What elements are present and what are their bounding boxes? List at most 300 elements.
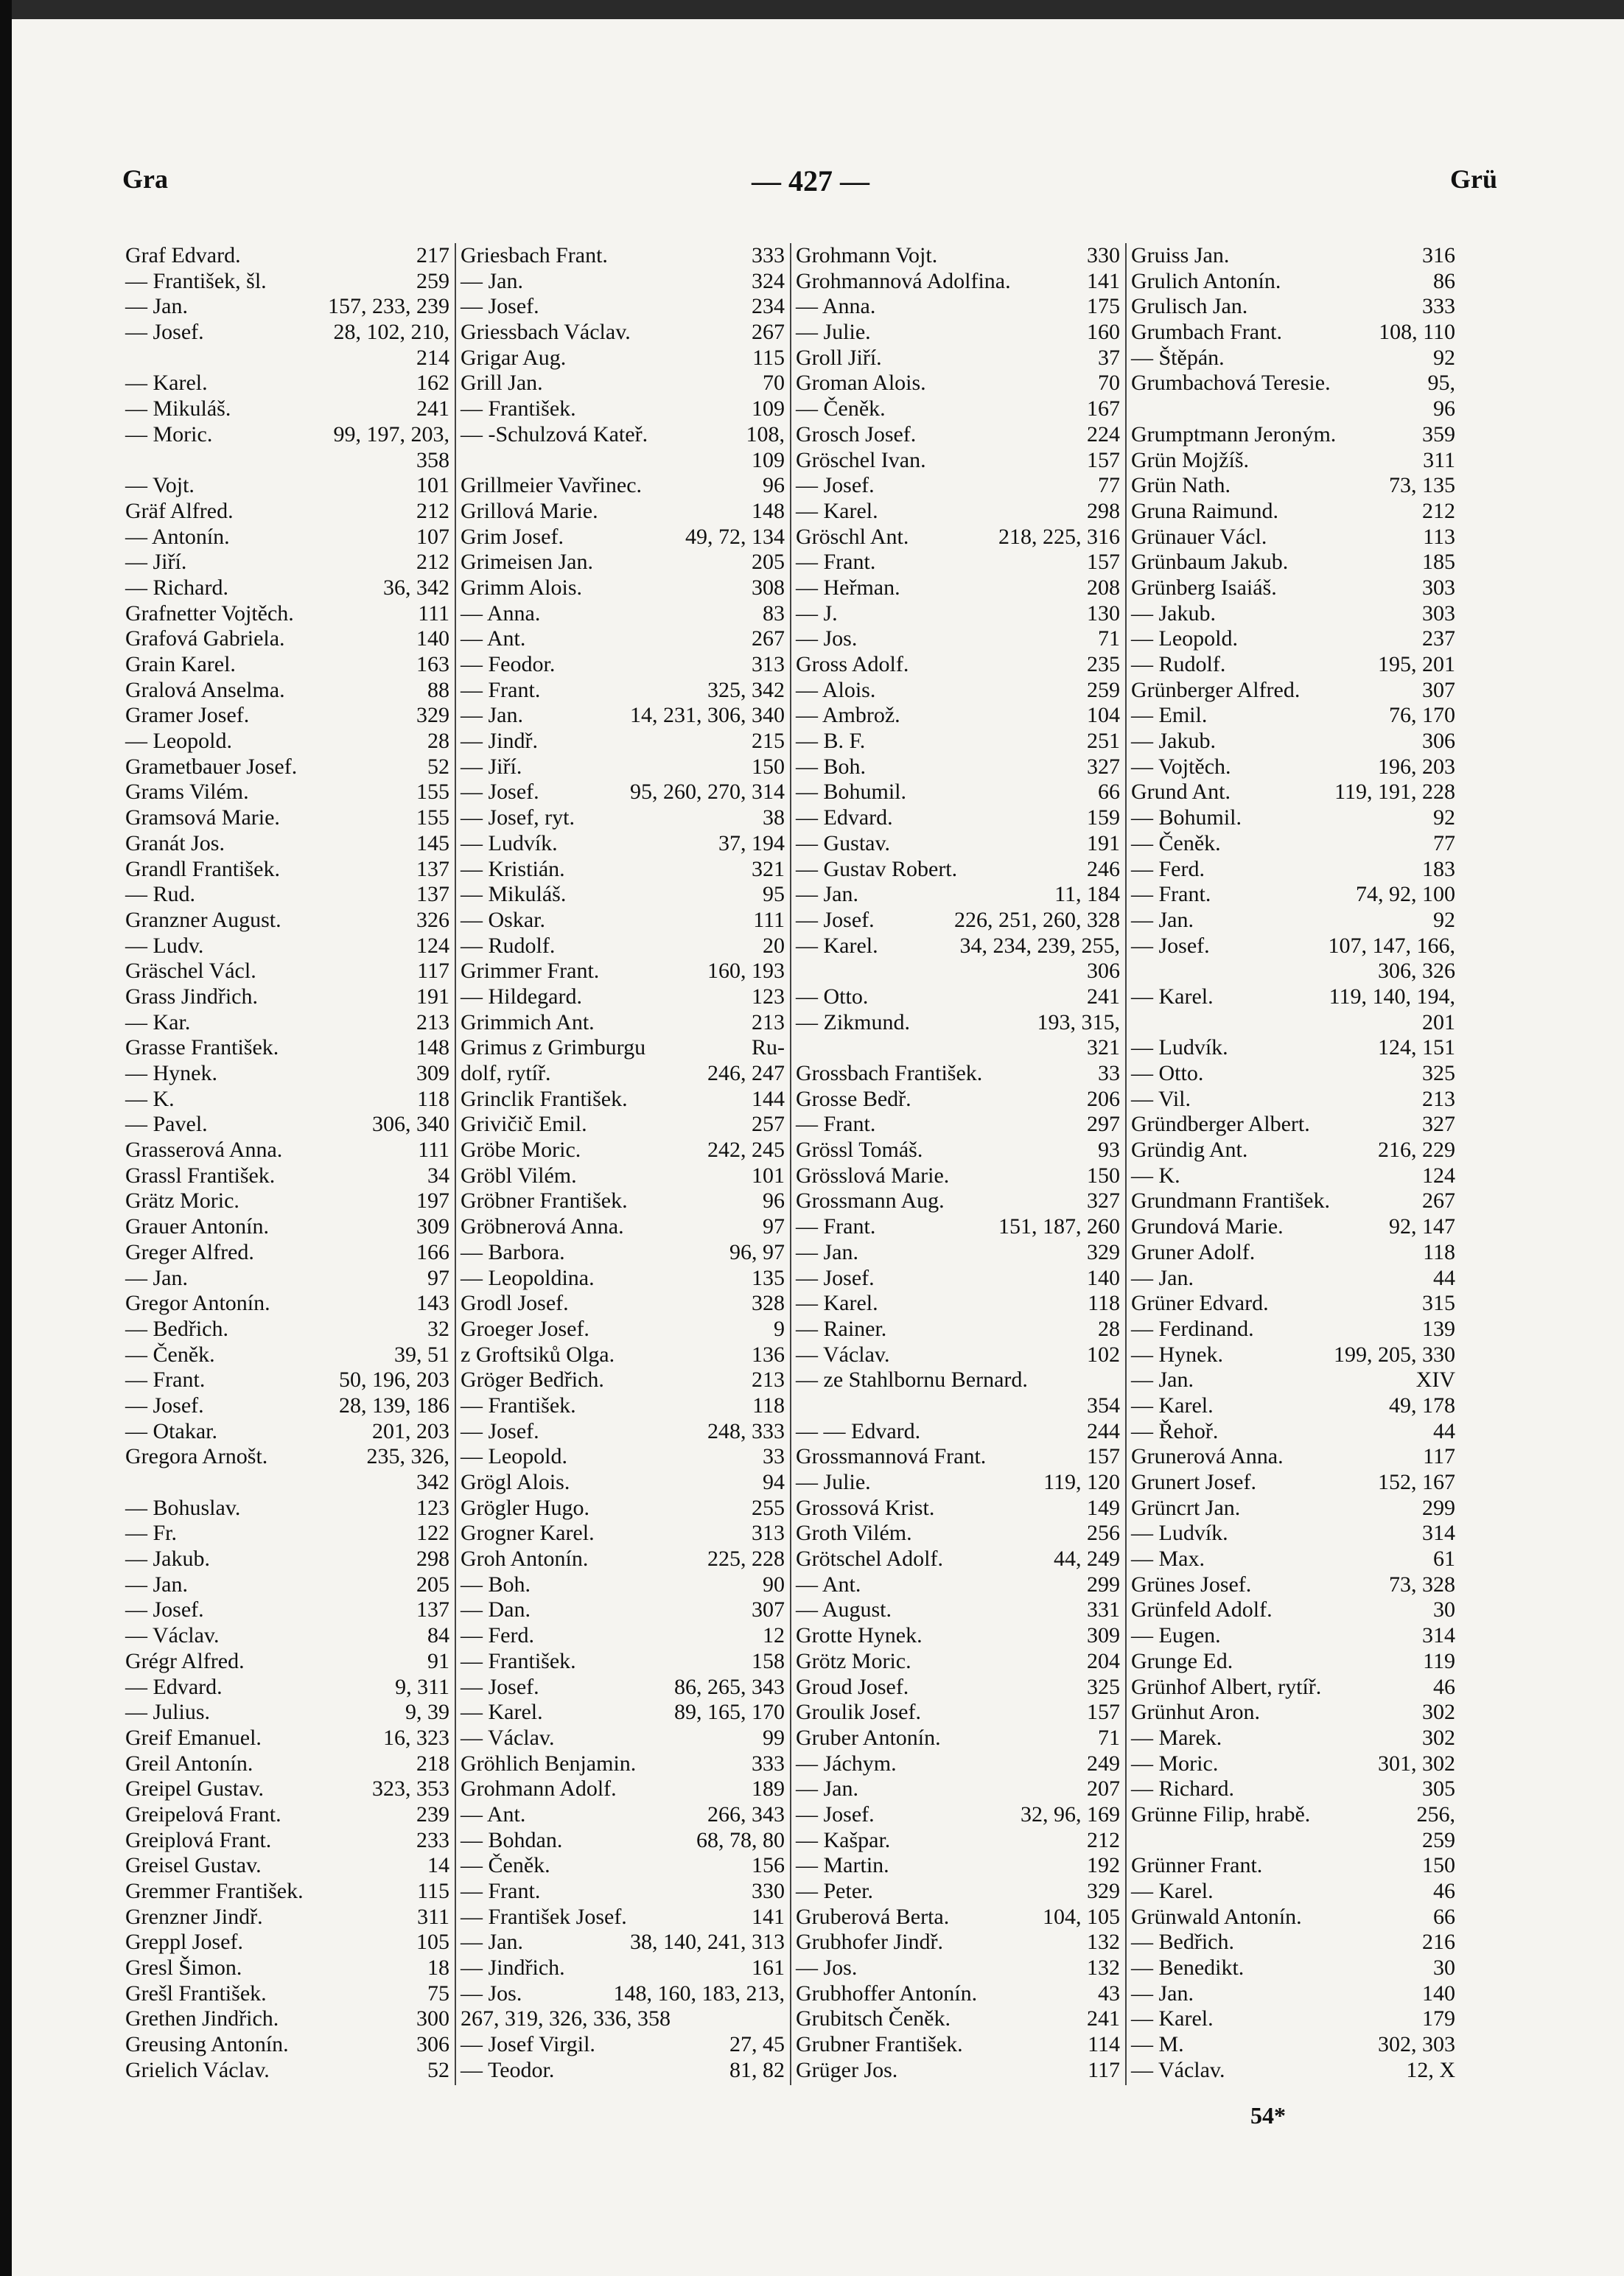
index-entry [1131, 678, 1455, 704]
entry-pages: 299 [1087, 1572, 1120, 1597]
index-entry [461, 652, 785, 678]
entry-name: — Julie. [796, 1470, 871, 1494]
entry-pages: 246 [1087, 856, 1120, 881]
entry-pages: 61 [1433, 1547, 1455, 1572]
entry-name: Grunert Josef. [1131, 1470, 1256, 1494]
entry-pages: 108, [746, 421, 785, 447]
entry-name: — Josef. [796, 907, 875, 932]
entry-pages: 259 [1087, 677, 1120, 702]
entry-pages: 324 [752, 268, 785, 293]
entry-name: Grim Josef. [461, 524, 564, 549]
entry-pages: 14 [427, 1853, 449, 1878]
entry-name: Grohmann Vojt. [796, 243, 938, 267]
entry-pages: 189 [752, 1776, 785, 1801]
entry-name: Greipelová Frant. [125, 1801, 281, 1827]
entry-name: — Moric. [1131, 1751, 1219, 1776]
entry-pages: 141 [1087, 268, 1120, 293]
entry-name: Grigar Aug. [461, 345, 567, 370]
index-entry [461, 831, 785, 857]
entry-name: Grötz Moric. [796, 1648, 911, 1673]
entry-name: — Richard. [125, 575, 228, 600]
entry-name: — Jos. [796, 626, 858, 651]
index-entry [461, 1163, 785, 1189]
entry-name: — František. [461, 396, 576, 421]
entry-pages: 175 [1087, 294, 1120, 319]
entry-pages: 234 [752, 294, 785, 319]
index-entry [461, 1010, 785, 1036]
index-entry [125, 1035, 449, 1061]
index-entry [125, 575, 449, 601]
index-entry [1131, 857, 1455, 883]
index-entry [125, 1802, 449, 1828]
entry-name: — Čeněk. [796, 396, 886, 421]
index-entry [796, 1188, 1120, 1214]
index-entry [125, 678, 449, 704]
entry-pages: 191 [1087, 830, 1120, 855]
entry-name: — Kristián. [461, 856, 565, 881]
entry-pages: 302, 303 [1378, 2032, 1455, 2057]
entry-pages: 212 [416, 550, 449, 575]
entry-name: — Štěpán. [1131, 345, 1225, 370]
entry-pages: 333 [752, 1751, 785, 1776]
entry-pages: 12 [763, 1623, 785, 1648]
index-entry [796, 831, 1120, 857]
index-entry [125, 1087, 449, 1113]
index-entry [796, 269, 1120, 295]
entry-name: — Ferd. [1131, 856, 1205, 881]
entry-pages: 313 [752, 652, 785, 676]
entry-pages: 297 [1087, 1112, 1120, 1137]
entry-name: Groll Jiří. [796, 345, 882, 370]
entry-pages: 71 [1098, 626, 1120, 651]
entry-name: — -Schulzová Kateř. [461, 421, 648, 447]
index-entry [125, 1342, 449, 1368]
index-entry [125, 473, 449, 499]
entry-pages: 251 [1087, 729, 1120, 754]
entry-name: Gröbnerová Anna. [461, 1214, 624, 1239]
entry-name: — Ludvík. [1131, 1035, 1228, 1060]
index-entry [796, 1163, 1120, 1189]
entry-pages: 330 [1087, 243, 1120, 267]
entry-name: — Josef. [125, 320, 204, 345]
entry-name: Gruber Antonín. [796, 1725, 941, 1750]
index-entry [1131, 626, 1455, 652]
entry-name: — Josef. [125, 1393, 204, 1418]
index-entry [1131, 396, 1455, 422]
index-entry [796, 1802, 1120, 1828]
entry-name: Groth Vilém. [796, 1521, 912, 1546]
entry-pages: 241 [416, 396, 449, 421]
index-entry [125, 1393, 449, 1419]
index-entry [125, 1240, 449, 1266]
entry-pages: 66 [1098, 780, 1120, 805]
index-entry [461, 422, 785, 448]
entry-pages: 104, 105 [1043, 1904, 1120, 1929]
index-entry [796, 1496, 1120, 1522]
entry-name: Grün Nath. [1131, 473, 1231, 498]
entry-name: — Jiří. [461, 754, 522, 779]
entry-name: — Josef Virgil. [461, 2032, 595, 2057]
index-entry [1131, 1905, 1455, 1930]
entry-name: — Kar. [125, 1009, 191, 1034]
entry-name: — Ludvík. [1131, 1521, 1228, 1546]
index-entry [461, 1597, 785, 1623]
entry-pages: 302 [1422, 1725, 1455, 1750]
entry-name: 267, 319, 326, 336, 358 [461, 2006, 671, 2031]
entry-name: — August. [796, 1597, 892, 1622]
entry-pages: 313 [752, 1521, 785, 1546]
index-entry [796, 1393, 1120, 1419]
entry-pages: 113 [1423, 524, 1455, 549]
index-entry [796, 1342, 1120, 1368]
entry-pages: 81, 82 [729, 2057, 785, 2082]
index-entry [1131, 1572, 1455, 1598]
entry-pages: 214 [416, 345, 449, 370]
index-entry [796, 2006, 1120, 2032]
index-entry [461, 575, 785, 601]
index-entry [461, 959, 785, 984]
entry-name: Grešl František. [125, 1981, 267, 2006]
entry-pages: 327 [1087, 1188, 1120, 1214]
entry-name: — Jos. [461, 1981, 522, 2006]
index-entry [796, 371, 1120, 396]
entry-name: Grimeisen Jan. [461, 550, 593, 575]
entry-pages: 256 [1087, 1521, 1120, 1546]
entry-pages: 329 [1087, 1879, 1120, 1903]
entry-pages: 46 [1433, 1674, 1455, 1699]
entry-name: Grivičič Emil. [461, 1112, 587, 1137]
entry-pages: 9 [774, 1316, 785, 1341]
entry-name: — Zikmund. [796, 1009, 910, 1034]
index-entry [1131, 959, 1455, 984]
entry-name: Grün Mojžíš. [1131, 447, 1249, 472]
index-entry [461, 550, 785, 575]
entry-name: Gröbner František. [461, 1188, 628, 1214]
index-entry [796, 1751, 1120, 1777]
entry-pages: 137 [416, 856, 449, 881]
entry-pages: 124 [1422, 1163, 1455, 1188]
entry-pages: 91 [427, 1648, 449, 1673]
index-entry [796, 805, 1120, 831]
index-column-1 [125, 243, 449, 2084]
entry-name: — Leopoldina. [461, 1265, 595, 1290]
index-entry [461, 857, 785, 883]
index-entry [461, 1138, 785, 1163]
entry-pages: 161 [752, 1955, 785, 1981]
index-entry [796, 1138, 1120, 1163]
index-entry [1131, 294, 1455, 320]
index-entry [125, 2032, 449, 2058]
index-entry [796, 1368, 1120, 1393]
entry-name: — Karel. [796, 933, 878, 958]
index-entry [1131, 346, 1455, 371]
index-entry [1131, 703, 1455, 729]
entry-pages: 43 [1098, 1981, 1120, 2006]
entry-pages: 308 [752, 575, 785, 600]
entry-pages: 167 [1087, 396, 1120, 421]
entry-name: Greipel Gustav. [125, 1776, 264, 1801]
entry-pages: 205 [416, 1572, 449, 1597]
index-entry [1131, 1163, 1455, 1189]
index-entry [461, 1905, 785, 1930]
index-entry [125, 243, 449, 269]
entry-pages: 93 [1098, 1138, 1120, 1163]
entry-pages: 66 [1433, 1904, 1455, 1929]
entry-pages: 118 [417, 1086, 449, 1111]
entry-pages: 333 [752, 243, 785, 267]
index-entry [461, 1675, 785, 1701]
index-entry [461, 1291, 785, 1317]
entry-name: Grötschel Adolf. [796, 1547, 943, 1572]
index-entry [461, 1623, 785, 1649]
index-entry [461, 1342, 785, 1368]
entry-name: Gröbl Vilém. [461, 1163, 577, 1188]
entry-pages: 241 [1087, 2006, 1120, 2031]
index-entry [461, 1981, 785, 2007]
entry-pages: 151, 187, 260 [998, 1214, 1120, 1239]
entry-name: — Leopold. [125, 729, 232, 754]
entry-name: Greusing Antonín. [125, 2032, 289, 2057]
entry-pages: 196, 203 [1378, 754, 1455, 779]
entry-name: — Frant. [1131, 882, 1211, 907]
index-entry [461, 1700, 785, 1726]
index-entry [461, 525, 785, 550]
entry-pages: 68, 78, 80 [696, 1827, 785, 1852]
entry-name: Grossmannová Frant. [796, 1444, 987, 1469]
index-entry [796, 1879, 1120, 1905]
index-entry [461, 473, 785, 499]
index-column-3 [796, 243, 1120, 2084]
entry-pages: 267 [752, 626, 785, 651]
entry-name: Grodl Josef. [461, 1291, 569, 1316]
entry-name: Grubner František. [796, 2032, 963, 2057]
entry-pages: 30 [1433, 1955, 1455, 1981]
entry-name: — Karel. [796, 1291, 878, 1316]
entry-name: Gräschel Václ. [125, 959, 256, 984]
entry-pages: 248, 333 [707, 1418, 785, 1443]
entry-pages: 34 [427, 1163, 449, 1188]
entry-name: — Fr. [125, 1521, 178, 1546]
entry-name: Grumbach Frant. [1131, 320, 1282, 345]
entry-pages: 135 [752, 1265, 785, 1290]
index-entry [125, 269, 449, 295]
entry-pages: 101 [752, 1163, 785, 1188]
entry-pages: 46 [1433, 1879, 1455, 1903]
entry-name: — Vojtěch. [1131, 754, 1231, 779]
entry-pages: 36, 342 [383, 575, 449, 600]
entry-name: — Feodor. [461, 652, 556, 676]
index-entry [461, 2058, 785, 2084]
index-entry [125, 1317, 449, 1342]
entry-name: Grandl František. [125, 856, 280, 881]
entry-name: — Peter. [796, 1879, 873, 1903]
entry-pages: 137 [416, 882, 449, 907]
entry-name: Grumptmann Jeroným. [1131, 421, 1337, 447]
entry-pages: 140 [1422, 1981, 1455, 2006]
entry-name: Grinclik František. [461, 1086, 628, 1111]
entry-pages: 354 [1087, 1393, 1120, 1418]
index-entry [796, 934, 1120, 959]
entry-pages: 118 [752, 1393, 785, 1418]
index-entry [796, 1700, 1120, 1726]
entry-name: Greppl Josef. [125, 1930, 243, 1955]
column-rule [455, 243, 456, 2085]
entry-name: Grimmich Ant. [461, 1009, 595, 1034]
index-entry [125, 1214, 449, 1240]
entry-pages: 136 [752, 1342, 785, 1367]
entry-name: — Čeněk. [461, 1853, 550, 1878]
index-entry [1131, 1521, 1455, 1547]
index-entry [125, 1496, 449, 1522]
index-entry [461, 626, 785, 652]
index-entry [461, 754, 785, 780]
entry-pages: 119, 140, 194, [1329, 984, 1455, 1009]
entry-name: Grass Jindřich. [125, 984, 258, 1009]
index-entry [796, 754, 1120, 780]
index-entry [1131, 1930, 1455, 1955]
entry-name: — Josef. [796, 1265, 875, 1290]
entry-name: Groman Alois. [796, 371, 926, 396]
entry-name: Gralová Anselma. [125, 677, 285, 702]
entry-pages: 83 [763, 600, 785, 626]
entry-name: Grüner Edvard. [1131, 1291, 1269, 1316]
entry-name: — Max. [1131, 1547, 1205, 1572]
entry-pages: 70 [763, 371, 785, 396]
index-entry [461, 1828, 785, 1854]
entry-pages: 73, 328 [1389, 1572, 1455, 1597]
entry-name: Gruna Raimund. [1131, 498, 1278, 523]
entry-pages: 259 [1422, 1827, 1455, 1852]
index-entry [1131, 525, 1455, 550]
entry-pages: 213 [1422, 1086, 1455, 1111]
entry-name: Gröbe Moric. [461, 1138, 581, 1163]
entry-name: Grünhut Aron. [1131, 1700, 1260, 1725]
entry-name: — Frant. [796, 550, 876, 575]
entry-name: Grund Ant. [1131, 780, 1231, 805]
entry-name: — Jan. [461, 703, 523, 728]
index-entry [1131, 1087, 1455, 1113]
index-entry [796, 320, 1120, 346]
entry-pages: 97 [763, 1214, 785, 1239]
entry-pages: 150 [1087, 1163, 1120, 1188]
index-entry [125, 652, 449, 678]
entry-pages: 303 [1422, 600, 1455, 626]
index-entry [1131, 243, 1455, 269]
entry-pages: 328 [752, 1291, 785, 1316]
index-entry [1131, 984, 1455, 1010]
entry-name: — Karel. [1131, 1879, 1214, 1903]
entry-name: — Ferdinand. [1131, 1316, 1254, 1341]
index-entry [1131, 1776, 1455, 1802]
entry-name: Gruiss Jan. [1131, 243, 1230, 267]
entry-name: Gross Adolf. [796, 652, 909, 676]
index-entry [125, 1623, 449, 1649]
entry-pages: 18 [427, 1955, 449, 1981]
entry-name: Grünbaum Jakub. [1131, 550, 1289, 575]
index-entry [461, 1393, 785, 1419]
entry-name: — Hynek. [125, 1061, 217, 1085]
index-entry [796, 1955, 1120, 1981]
index-entry [125, 1061, 449, 1087]
entry-pages: 213 [752, 1009, 785, 1034]
entry-pages: 96 [1433, 396, 1455, 421]
entry-name: — Anna. [796, 294, 876, 319]
entry-pages: 330 [752, 1879, 785, 1903]
page-number: — 427 — [752, 164, 869, 197]
index-entry [461, 1930, 785, 1955]
index-entry [461, 601, 785, 627]
entry-name: Grill Jan. [461, 371, 543, 396]
index-entry [125, 1010, 449, 1036]
entry-name: — František, šl. [125, 268, 267, 293]
entry-name: Gräf Alfred. [125, 498, 234, 523]
entry-name: — Jan. [796, 1776, 858, 1801]
index-entry [796, 678, 1120, 704]
entry-name: — Edvard. [796, 805, 893, 830]
entry-pages: XIV [1415, 1368, 1455, 1393]
entry-pages: 326 [416, 907, 449, 932]
entry-pages: 49, 178 [1389, 1393, 1455, 1418]
entry-name: Grünberg Isaiáš. [1131, 575, 1277, 600]
index-entry [125, 754, 449, 780]
entry-name: Grünfeld Adolf. [1131, 1597, 1273, 1622]
entry-pages: 160, 193 [707, 959, 785, 984]
entry-pages: 266, 343 [707, 1801, 785, 1827]
entry-pages: 309 [416, 1061, 449, 1085]
index-entry [796, 703, 1120, 729]
index-entry [1131, 780, 1455, 805]
index-entry [1131, 1112, 1455, 1138]
entry-pages: 90 [763, 1572, 785, 1597]
entry-pages: 160 [1087, 320, 1120, 345]
index-entry [796, 1930, 1120, 1955]
entry-name: Greiplová Frant. [125, 1827, 272, 1852]
index-entry [796, 1112, 1120, 1138]
entry-pages: 179 [1422, 2006, 1455, 2031]
entry-name: — Ambrož. [796, 703, 900, 728]
entry-pages: 39, 51 [394, 1342, 449, 1367]
entry-name: Grösslová Marie. [796, 1163, 950, 1188]
running-head-left: Gra [122, 164, 168, 194]
index-entry [461, 269, 785, 295]
index-entry [796, 882, 1120, 908]
entry-pages: 11, 184 [1054, 882, 1120, 907]
entry-name: — Karel. [125, 371, 208, 396]
entry-name: Groh Antonín. [461, 1547, 589, 1572]
entry-pages: 244 [1087, 1418, 1120, 1443]
entry-pages: 139 [1422, 1316, 1455, 1341]
entry-pages: 150 [1422, 1853, 1455, 1878]
index-entry [796, 550, 1120, 575]
index-entry [796, 1470, 1120, 1496]
entry-pages: 123 [416, 1495, 449, 1520]
entry-name: — Leopold. [461, 1444, 567, 1469]
entry-name: — Václav. [796, 1342, 890, 1367]
entry-pages: 137 [416, 1597, 449, 1622]
entry-pages: 309 [1087, 1623, 1120, 1648]
entry-pages: 303 [1422, 575, 1455, 600]
index-entry [125, 1444, 449, 1470]
entry-name: — Jan. [796, 1239, 858, 1264]
index-entry [1131, 1419, 1455, 1445]
entry-pages: 140 [1087, 1265, 1120, 1290]
entry-name: — Otakar. [125, 1418, 217, 1443]
entry-name: — Jos. [796, 1955, 858, 1981]
entry-name: — Čeněk. [125, 1342, 215, 1367]
entry-pages: 208 [1087, 575, 1120, 600]
index-entry [461, 984, 785, 1010]
index-entry [796, 1266, 1120, 1292]
